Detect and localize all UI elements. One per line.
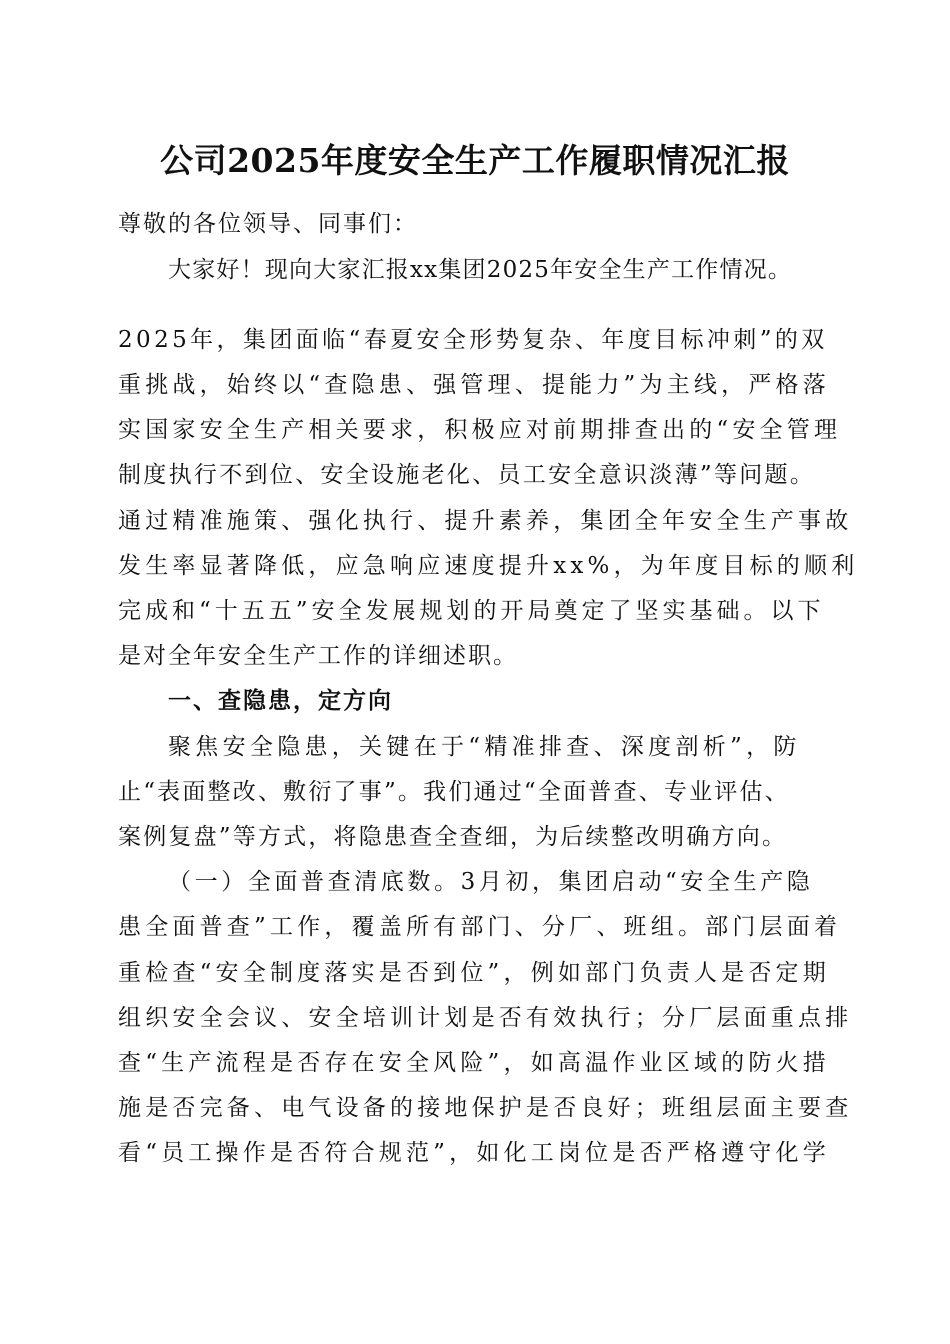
- paragraph-line: 案例复盘”等方式，将隐患查全查细，为后续整改明确方向。: [118, 824, 788, 850]
- paragraph-line: 大家好！现向大家汇报xx集团2025年安全生产工作情况。: [168, 257, 793, 283]
- paragraph-line: 发生率显著降低，应急响应速度提升xx%，为年度目标的顺利: [118, 553, 859, 579]
- subsection-line: [168, 868, 813, 896]
- paragraph-line: 聚焦安全隐患，关键在于“精准排查、深度剖析”，防: [168, 734, 801, 760]
- paragraph-line: 看“员工操作是否符合规范”，如化工岗位是否严格遵守化学: [118, 1140, 830, 1166]
- paragraph-line: 止“表面整改、敷衍了事”。我们通过“全面普查、专业评估、: [118, 779, 790, 805]
- salutation: 尊敬的各位领导、同事们：: [118, 211, 418, 237]
- subsection-label: （一）全面普查清底数。: [168, 869, 461, 895]
- paragraph-line: 实国家安全生产相关要求，积极应对前期排查出的“安全管理: [118, 417, 842, 443]
- document-title: 公司2025年度安全生产工作履职情况汇报: [160, 141, 790, 180]
- paragraph-line: 患全面普查”工作，覆盖所有部门、分厂、班组。部门层面着: [118, 914, 842, 940]
- paragraph-line: 施是否完备、电气设备的接地保护是否良好；班组层面主要查: [118, 1095, 853, 1121]
- paragraph-line: 查“生产流程是否存在安全风险”，如高温作业区域的防火措: [118, 1050, 830, 1076]
- paragraph-line: 通过精准施策、强化执行、提升素养，集团全年安全生产事故: [118, 508, 853, 534]
- subsection-text: 3月初，集团启动“安全生产隐: [460, 869, 814, 895]
- paragraph-line: 完成和“十五五”安全发展规划的开局奠定了坚实基础。以下: [118, 598, 825, 624]
- paragraph-line: 重挑战，始终以“查隐患、强管理、提能力”为主线，严格落: [118, 372, 830, 398]
- paragraph-line: 是对全年安全生产工作的详细述职。: [118, 643, 518, 669]
- paragraph-line: 重检查“安全制度落实是否到位”，例如部门负责人是否定期: [118, 960, 830, 986]
- paragraph-line: 2025年，集团面临“春夏安全形势复杂、年度目标冲刺”的双: [118, 327, 828, 353]
- section-heading: 一、查隐患，定方向: [168, 688, 393, 714]
- paragraph-line: 制度执行不到位、安全设施老化、员工安全意识淡薄”等问题。: [118, 462, 816, 488]
- paragraph-line: 组织安全会议、安全培训计划是否有效执行；分厂层面重点排: [118, 1005, 853, 1031]
